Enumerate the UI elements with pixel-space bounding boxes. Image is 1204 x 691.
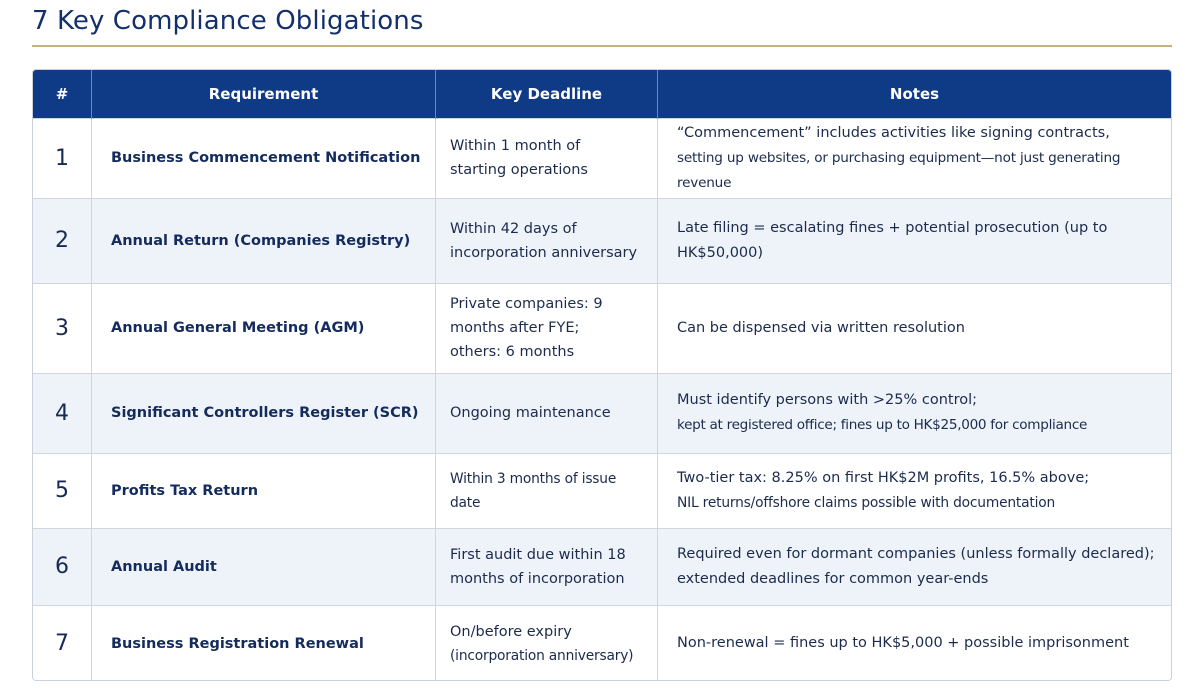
deadline-line: Within 1 month of (450, 138, 581, 154)
notes-line: kept at registered office; fines up to HK$25,000 for compliance (677, 417, 1088, 433)
deadline-line: Private companies: 9 (450, 296, 603, 312)
table-row (33, 373, 1171, 453)
notes-line: “Commencement” includes activities like signing contracts, (677, 124, 1110, 141)
deadline-line: incorporation anniversary (450, 244, 638, 261)
table-row (33, 118, 1171, 198)
notes-cell (658, 605, 1172, 681)
requirement-cell: Business Commencement Notification (92, 118, 436, 198)
notes-line: Required even for dormant companies (unless formally declared); (677, 545, 1155, 562)
requirement-cell: Significant Controllers Register (SCR) (92, 373, 436, 453)
row-number: 6 (33, 528, 92, 605)
table-row (33, 453, 1171, 528)
requirement-cell: Annual Return (Companies Registry) (92, 198, 436, 283)
table-row (33, 198, 1171, 283)
header-requirement: Requirement (92, 70, 436, 118)
header-number: # (33, 70, 92, 118)
notes-line: Must identify persons with >25% control; (677, 392, 978, 408)
row-number: 4 (33, 373, 92, 453)
notes-line: NIL returns/offshore claims possible with documentation (677, 494, 1056, 511)
deadline-cell (436, 283, 658, 373)
notes-cell (658, 528, 1172, 605)
deadline-line: (incorporation anniversary) (450, 647, 634, 664)
notes-line: HK$50,000) (677, 244, 764, 261)
notes-cell (658, 373, 1172, 453)
notes-cell (658, 453, 1172, 528)
requirement-cell: Annual Audit (92, 528, 436, 605)
notes-line: extended deadlines for common year-ends (677, 570, 989, 587)
requirement-cell: Profits Tax Return (92, 453, 436, 528)
table-row (33, 283, 1171, 373)
notes-line: Non-renewal = fines up to HK$5,000 + possible imprisonment (677, 635, 1129, 652)
row-number: 1 (33, 118, 92, 198)
notes-cell (658, 283, 1172, 373)
row-number: 7 (33, 605, 92, 681)
deadline-cell (436, 198, 658, 283)
deadline-line: On/before expiry (450, 623, 572, 640)
deadline-line: others: 6 months (450, 344, 575, 360)
notes-line: setting up websites, or purchasing equipment—not just generating revenue (677, 149, 1121, 191)
notes-line: Late filing = escalating fines + potential prosecution (up to (677, 219, 1108, 236)
notes-line: Can be dispensed via written resolution (677, 319, 965, 336)
deadline-line: Within 3 months of issue date (450, 470, 617, 511)
deadline-line: First audit due within 18 (450, 546, 626, 563)
table-header-row (33, 70, 1171, 118)
deadline-line: Within 42 days of (450, 220, 577, 237)
page-title: 7 Key Compliance Obligations (32, 6, 424, 36)
table-row (33, 528, 1171, 605)
deadline-cell (436, 453, 658, 528)
deadline-cell (436, 118, 658, 198)
notes-line: Two-tier tax: 8.25% on first HK$2M profits, 16.5% above; (677, 469, 1090, 486)
row-number: 2 (33, 198, 92, 283)
deadline-cell (436, 528, 658, 605)
header-notes: Notes (889, 84, 940, 103)
row-number: 5 (33, 453, 92, 528)
deadline-line: months of incorporation (450, 570, 625, 587)
notes-cell (658, 198, 1172, 283)
deadline-line: starting operations (450, 162, 588, 178)
header-key-deadline: Key Deadline (436, 70, 658, 118)
deadline-cell (436, 605, 658, 681)
title-divider (32, 45, 1172, 47)
compliance-table (32, 69, 1172, 681)
deadline-line: Ongoing maintenance (450, 405, 611, 421)
requirement-cell: Business Registration Renewal (92, 605, 436, 681)
row-number: 3 (33, 283, 92, 373)
requirement-cell: Annual General Meeting (AGM) (92, 283, 436, 373)
deadline-line: months after FYE; (450, 320, 580, 336)
notes-cell (658, 118, 1172, 198)
deadline-cell (436, 373, 658, 453)
table-row (33, 605, 1171, 681)
